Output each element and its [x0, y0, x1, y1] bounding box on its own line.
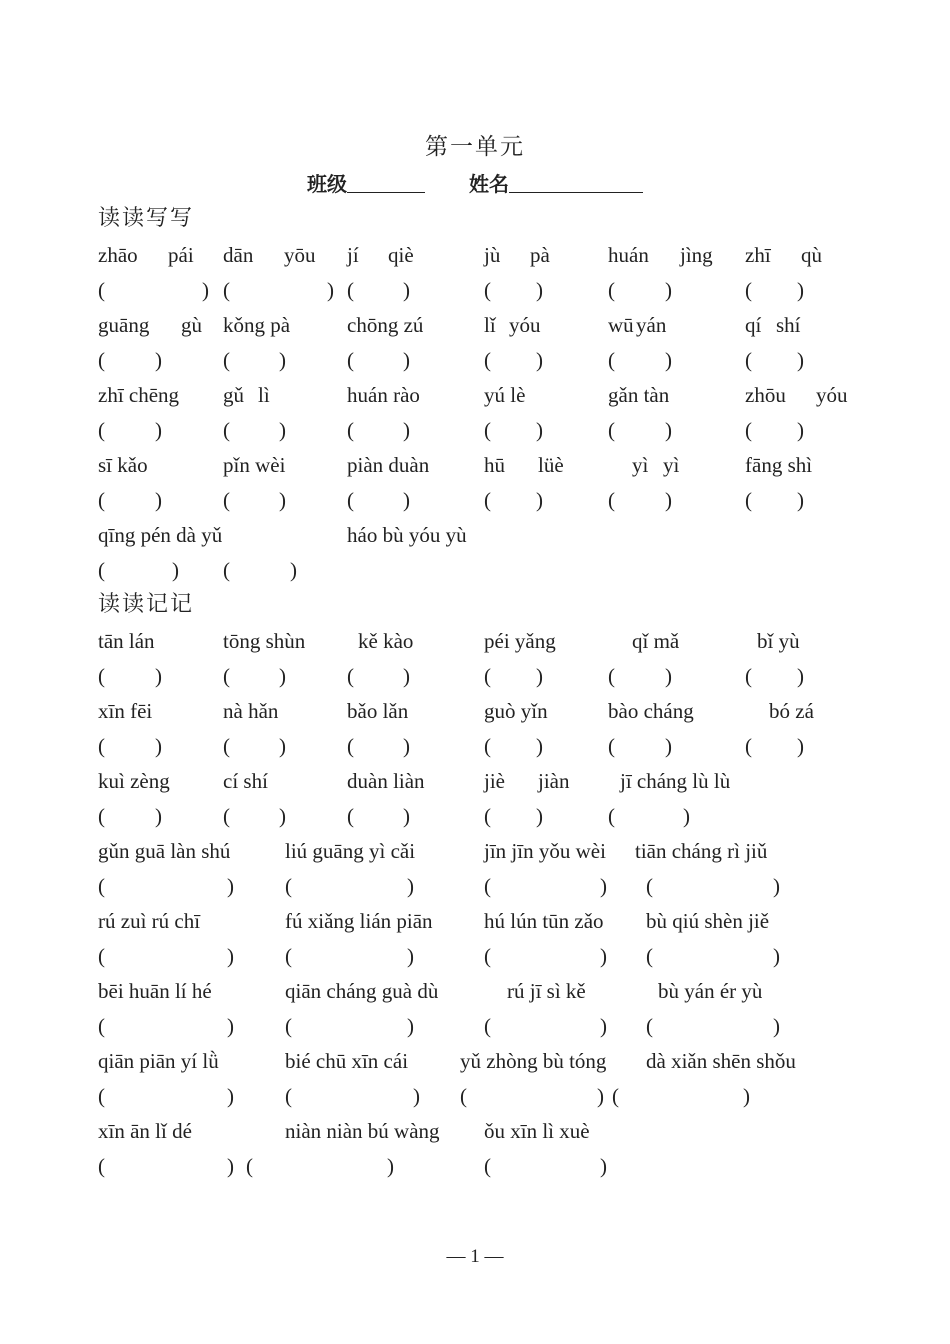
close-paren: ) [797, 488, 804, 512]
pinyin-item: zhāo [98, 243, 138, 267]
close-paren: ) [665, 488, 672, 512]
open-paren: ( [484, 804, 491, 828]
open-paren: ( [608, 348, 615, 372]
close-paren: ) [403, 348, 410, 372]
open-paren: ( [98, 418, 105, 442]
pinyin-item: gǔ [223, 383, 244, 407]
page-number: — 1 — [446, 1246, 504, 1267]
open-paren: ( [98, 1154, 105, 1178]
section-title-read-remember: 读读记记 [98, 592, 195, 617]
close-paren: ) [403, 734, 410, 758]
close-paren: ) [279, 418, 286, 442]
open-paren: ( [484, 874, 491, 898]
pinyin-item: yán [636, 313, 667, 337]
close-paren: ) [665, 734, 672, 758]
pinyin-item: wū [608, 313, 634, 337]
open-paren: ( [98, 558, 105, 582]
open-paren: ( [347, 664, 354, 688]
close-paren: ) [407, 944, 414, 968]
pinyin-item: kǒng pà [223, 313, 291, 337]
pinyin-item: jīn jīn yǒu wèi [484, 839, 606, 863]
open-paren: ( [608, 804, 615, 828]
pinyin-item: hū [484, 453, 505, 477]
pinyin-item: qǐ mǎ [632, 629, 680, 653]
pinyin-item: tān lán [98, 629, 155, 653]
close-paren: ) [600, 874, 607, 898]
open-paren: ( [98, 664, 105, 688]
close-paren: ) [155, 804, 162, 828]
close-paren: ) [403, 278, 410, 302]
answer-row [0, 275, 950, 305]
close-paren: ) [536, 804, 543, 828]
pinyin-item: kě kào [358, 629, 414, 653]
pinyin-item: fú xiǎng lián piān [285, 909, 433, 933]
open-paren: ( [484, 664, 491, 688]
pinyin-row [0, 310, 950, 340]
pinyin-item: jiàn [538, 769, 570, 793]
pinyin-item: rú jī sì kě [507, 979, 586, 1003]
pinyin-row [0, 626, 950, 656]
close-paren: ) [600, 1014, 607, 1038]
close-paren: ) [155, 734, 162, 758]
pinyin-item: pǐn wèi [223, 453, 286, 477]
close-paren: ) [227, 1014, 234, 1038]
class-blank[interactable] [347, 172, 425, 193]
pinyin-item: qiān piān yí lǜ [98, 1049, 219, 1073]
close-paren: ) [773, 874, 780, 898]
pinyin-item: chōng zú [347, 313, 424, 337]
pinyin-item: duàn liàn [347, 769, 425, 793]
pinyin-item: lüè [538, 453, 564, 477]
open-paren: ( [98, 488, 105, 512]
close-paren: ) [665, 418, 672, 442]
close-paren: ) [279, 488, 286, 512]
open-paren: ( [223, 488, 230, 512]
open-paren: ( [608, 418, 615, 442]
answer-row [0, 345, 950, 375]
close-paren: ) [403, 664, 410, 688]
pinyin-item: háo bù yóu yù [347, 523, 467, 547]
pinyin-item: qiān cháng guà dù [285, 979, 439, 1003]
open-paren: ( [745, 418, 752, 442]
pinyin-row [0, 836, 950, 866]
open-paren: ( [285, 944, 292, 968]
pinyin-item: lǐ [484, 313, 496, 337]
pinyin-item: qí [745, 313, 762, 337]
pinyin-item: jī cháng lù lù [620, 769, 731, 793]
pinyin-item: gǎn tàn [608, 383, 670, 407]
pinyin-item: bó zá [769, 699, 814, 723]
close-paren: ) [227, 1154, 234, 1178]
pinyin-item: nà hǎn [223, 699, 279, 723]
open-paren: ( [98, 1084, 105, 1108]
open-paren: ( [646, 944, 653, 968]
pinyin-item: yōu [284, 243, 316, 267]
open-paren: ( [484, 418, 491, 442]
pinyin-item: qīng pén dà yǔ [98, 523, 223, 547]
close-paren: ) [665, 664, 672, 688]
open-paren: ( [347, 804, 354, 828]
close-paren: ) [155, 664, 162, 688]
pinyin-item: pái [168, 243, 194, 267]
pinyin-row [0, 520, 950, 550]
pinyin-item: guāng [98, 313, 150, 337]
close-paren: ) [536, 418, 543, 442]
close-paren: ) [227, 1084, 234, 1108]
pinyin-item: cí shí [223, 769, 268, 793]
answer-row [0, 871, 950, 901]
name-blank[interactable] [509, 172, 643, 193]
pinyin-row [0, 450, 950, 480]
open-paren: ( [484, 278, 491, 302]
close-paren: ) [227, 944, 234, 968]
close-paren: ) [155, 488, 162, 512]
pinyin-item: yóu [509, 313, 541, 337]
open-paren: ( [646, 1014, 653, 1038]
close-paren: ) [327, 278, 334, 302]
open-paren: ( [285, 874, 292, 898]
pinyin-row [0, 1046, 950, 1076]
close-paren: ) [403, 804, 410, 828]
close-paren: ) [387, 1154, 394, 1178]
pinyin-item: péi yǎng [484, 629, 556, 653]
section-title-read-write: 读读写写 [98, 206, 195, 231]
open-paren: ( [745, 488, 752, 512]
open-paren: ( [98, 944, 105, 968]
open-paren: ( [484, 734, 491, 758]
close-paren: ) [536, 488, 543, 512]
close-paren: ) [665, 348, 672, 372]
pinyin-item: sī kǎo [98, 453, 148, 477]
pinyin-row [0, 1116, 950, 1146]
close-paren: ) [403, 488, 410, 512]
pinyin-item: gǔn guā làn shú [98, 839, 231, 863]
open-paren: ( [646, 874, 653, 898]
answer-row [0, 1151, 950, 1181]
answer-row [0, 485, 950, 515]
open-paren: ( [347, 418, 354, 442]
pinyin-item: tiān cháng rì jiǔ [635, 839, 768, 863]
open-paren: ( [223, 734, 230, 758]
open-paren: ( [347, 734, 354, 758]
answer-row [0, 1011, 950, 1041]
close-paren: ) [536, 278, 543, 302]
pinyin-item: liú guāng yì cǎi [285, 839, 416, 863]
open-paren: ( [608, 278, 615, 302]
pinyin-item: bào cháng [608, 699, 694, 723]
close-paren: ) [279, 734, 286, 758]
close-paren: ) [600, 944, 607, 968]
open-paren: ( [98, 804, 105, 828]
pinyin-item: piàn duàn [347, 453, 430, 477]
pinyin-item: bǐ yù [757, 629, 800, 653]
pinyin-item: dà xiǎn shēn shǒu [646, 1049, 796, 1073]
open-paren: ( [612, 1084, 619, 1108]
close-paren: ) [536, 664, 543, 688]
pinyin-item: jiè [484, 769, 505, 793]
pinyin-item: pà [530, 243, 550, 267]
open-paren: ( [98, 348, 105, 372]
open-paren: ( [285, 1014, 292, 1038]
close-paren: ) [155, 348, 162, 372]
close-paren: ) [407, 874, 414, 898]
close-paren: ) [743, 1084, 750, 1108]
open-paren: ( [98, 874, 105, 898]
open-paren: ( [484, 1154, 491, 1178]
answer-row [0, 801, 950, 831]
close-paren: ) [227, 874, 234, 898]
open-paren: ( [223, 558, 230, 582]
open-paren: ( [98, 278, 105, 302]
close-paren: ) [407, 1014, 414, 1038]
pinyin-item: jù [484, 243, 501, 267]
pinyin-item: bié chū xīn cái [285, 1049, 409, 1073]
open-paren: ( [223, 664, 230, 688]
open-paren: ( [484, 1014, 491, 1038]
open-paren: ( [223, 348, 230, 372]
pinyin-item: tōng shùn [223, 629, 306, 653]
pinyin-item: rú zuì rú chī [98, 909, 201, 933]
answer-row [0, 661, 950, 691]
pinyin-item: lì [258, 383, 270, 407]
pinyin-item: qù [801, 243, 822, 267]
close-paren: ) [797, 348, 804, 372]
close-paren: ) [172, 558, 179, 582]
answer-row [0, 731, 950, 761]
answer-row [0, 1081, 950, 1111]
open-paren: ( [745, 664, 752, 688]
pinyin-item: huán rào [347, 383, 420, 407]
pinyin-item: bù yán ér yù [658, 979, 763, 1003]
pinyin-item: yǔ zhòng bù tóng [460, 1049, 607, 1073]
pinyin-item: yú lè [484, 383, 526, 407]
pinyin-row [0, 906, 950, 936]
open-paren: ( [347, 278, 354, 302]
open-paren: ( [98, 734, 105, 758]
close-paren: ) [597, 1084, 604, 1108]
pinyin-item: guò yǐn [484, 699, 548, 723]
close-paren: ) [202, 278, 209, 302]
open-paren: ( [460, 1084, 467, 1108]
pinyin-row [0, 380, 950, 410]
pinyin-row [0, 696, 950, 726]
open-paren: ( [98, 1014, 105, 1038]
pinyin-item: ǒu xīn lì xuè [484, 1119, 590, 1143]
pinyin-item: gù [181, 313, 202, 337]
open-paren: ( [223, 418, 230, 442]
close-paren: ) [773, 1014, 780, 1038]
name-label: 姓名 [469, 172, 509, 196]
close-paren: ) [279, 664, 286, 688]
close-paren: ) [290, 558, 297, 582]
open-paren: ( [608, 734, 615, 758]
answer-row [0, 941, 950, 971]
open-paren: ( [246, 1154, 253, 1178]
open-paren: ( [745, 278, 752, 302]
open-paren: ( [608, 664, 615, 688]
open-paren: ( [347, 488, 354, 512]
pinyin-item: niàn niàn bú wàng [285, 1119, 440, 1143]
open-paren: ( [223, 804, 230, 828]
close-paren: ) [797, 278, 804, 302]
pinyin-item: bēi huān lí hé [98, 979, 212, 1003]
class-label: 班级 [307, 172, 347, 196]
close-paren: ) [797, 734, 804, 758]
pinyin-item: yì [632, 453, 649, 477]
pinyin-item: bǎo lǎn [347, 699, 409, 723]
pinyin-item: jìng [680, 243, 713, 267]
open-paren: ( [484, 944, 491, 968]
close-paren: ) [536, 734, 543, 758]
pinyin-item: zhōu [745, 383, 786, 407]
pinyin-item: kuì zèng [98, 769, 170, 793]
pinyin-item: dān [223, 243, 254, 267]
pinyin-item: shí [776, 313, 801, 337]
close-paren: ) [600, 1154, 607, 1178]
pinyin-item: zhī chēng [98, 383, 180, 407]
pinyin-item: zhī [745, 243, 771, 267]
open-paren: ( [285, 1084, 292, 1108]
close-paren: ) [797, 418, 804, 442]
open-paren: ( [347, 348, 354, 372]
open-paren: ( [608, 488, 615, 512]
class-name-line [0, 168, 950, 197]
pinyin-item: fāng shì [745, 453, 813, 477]
page-title: 第一单元 [425, 134, 525, 160]
open-paren: ( [484, 488, 491, 512]
pinyin-item: hú lún tūn zǎo [484, 909, 604, 933]
open-paren: ( [223, 278, 230, 302]
close-paren: ) [683, 804, 690, 828]
pinyin-item: bù qiú shèn jiě [646, 909, 770, 933]
answer-row [0, 415, 950, 445]
pinyin-item: qiè [388, 243, 414, 267]
pinyin-item: yì [663, 453, 680, 477]
pinyin-row [0, 766, 950, 796]
pinyin-item: jí [347, 243, 359, 267]
pinyin-item: yóu [816, 383, 848, 407]
answer-row [0, 555, 950, 585]
close-paren: ) [155, 418, 162, 442]
pinyin-item: xīn fēi [98, 699, 153, 723]
pinyin-row [0, 976, 950, 1006]
open-paren: ( [484, 348, 491, 372]
close-paren: ) [536, 348, 543, 372]
open-paren: ( [745, 348, 752, 372]
close-paren: ) [665, 278, 672, 302]
pinyin-item: huán [608, 243, 649, 267]
close-paren: ) [279, 804, 286, 828]
open-paren: ( [745, 734, 752, 758]
close-paren: ) [773, 944, 780, 968]
close-paren: ) [279, 348, 286, 372]
close-paren: ) [413, 1084, 420, 1108]
pinyin-row [0, 240, 950, 270]
close-paren: ) [797, 664, 804, 688]
close-paren: ) [403, 418, 410, 442]
pinyin-item: xīn ān lǐ dé [98, 1119, 192, 1143]
